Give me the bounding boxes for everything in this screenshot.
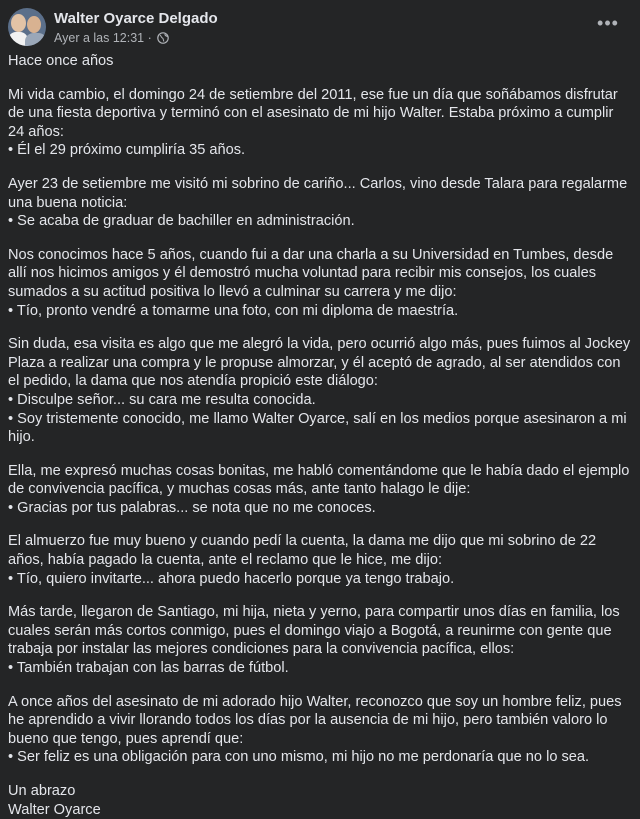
post-paragraph: Mi vida cambio, el domingo 24 de setiembre del 2011, ese fue un día que soñábamos disfrutar de una fiesta deportiva y terminó con el asesinato de mi hijo Walter. Estaba próximo a cumplir 24 años: • Él el 29 próximo cumpliría 35 años.	[8, 86, 618, 159]
globe-icon[interactable]	[157, 32, 169, 47]
more-options-button[interactable]	[592, 12, 624, 38]
post-body	[8, 52, 632, 819]
author-name[interactable]: Walter Oyarce Delgado	[54, 10, 218, 27]
post-meta	[54, 31, 169, 47]
meta-separator: ·	[147, 31, 152, 45]
post-timestamp[interactable]: Ayer a las 12:31	[54, 31, 145, 45]
more-horizontal-icon: •••	[597, 13, 619, 33]
post-header	[0, 0, 640, 50]
post-paragraph: Hace once años	[8, 53, 114, 69]
post-signature: Un abrazo Walter Oyarce	[8, 783, 101, 818]
post-paragraph: Sin duda, esa visita es algo que me alegró la vida, pero ocurrió algo más, pues fuimos al Jockey Plaza a realizar una compra y le propuse almorzar, y él aceptó de agrado, al ser atendidos con el pedido, la dama que nos atendía propició este diálogo: • Disculpe señor... su cara me resulta conocida. • Soy tristemente conocido, me llamo Walter Oyarce, salí en los medios porque asesinaron a mi hijo.	[8, 336, 631, 446]
author-avatar[interactable]	[8, 8, 46, 46]
post-paragraph: A once años del asesinato de mi adorado hijo Walter, reconozco que soy un hombre feliz, pues he aprendido a vivir llorando todos los días por la ausencia de mi hijo, pero también valoro lo bueno que tengo, pues aprendí que: • Ser feliz es una obligación para con uno mismo, mi hijo no me perdonaría que no lo sea.	[8, 693, 622, 766]
post-paragraph: Ella, me expresó muchas cosas bonitas, me habló comentándome que le había dado el ejemplo de convivencia pacífica, y muchas cosas más, ante tanto halago le dije: • Gracias por tus palabras... se nota que no me conoces.	[8, 462, 630, 516]
post-paragraph: Más tarde, llegaron de Santiago, mi hija, nieta y yerno, para compartir unos días en familia, los cuales serán más cortos conmigo, pues el domingo viajo a Bogotá, a reunirme con gente que trabaja por instalar las mejores condiciones para la convivencia pacífica, ellos: • También trabajan con las barras de fútbol.	[8, 604, 620, 677]
post-paragraph: Ayer 23 de setiembre me visitó mi sobrino de cariño... Carlos, vino desde Talara para regalarme una buena noticia: • Se acaba de graduar de bachiller en administración.	[8, 175, 628, 230]
post-paragraph: El almuerzo fue muy bueno y cuando pedí la cuenta, la dama me dijo que mi sobrino de 22 años, había pagado la cuenta, ante el reclamo que le hice, me dijo: • Tío, quiero invitarte... ahora puedo hacerlo porque ya tengo trabajo.	[8, 533, 597, 587]
post-paragraph: Nos conocimos hace 5 años, cuando fui a dar una charla a su Universidad en Tumbes, desde allí nos hicimos amigos y él demostró mucha voluntad para recibir mis consejos, los cuales sumados a su actitud positiva lo llevó a culminar su carrera y me dijo: • Tío, pronto vendré a tomarme una foto, con mi diploma de maestría.	[8, 246, 614, 319]
